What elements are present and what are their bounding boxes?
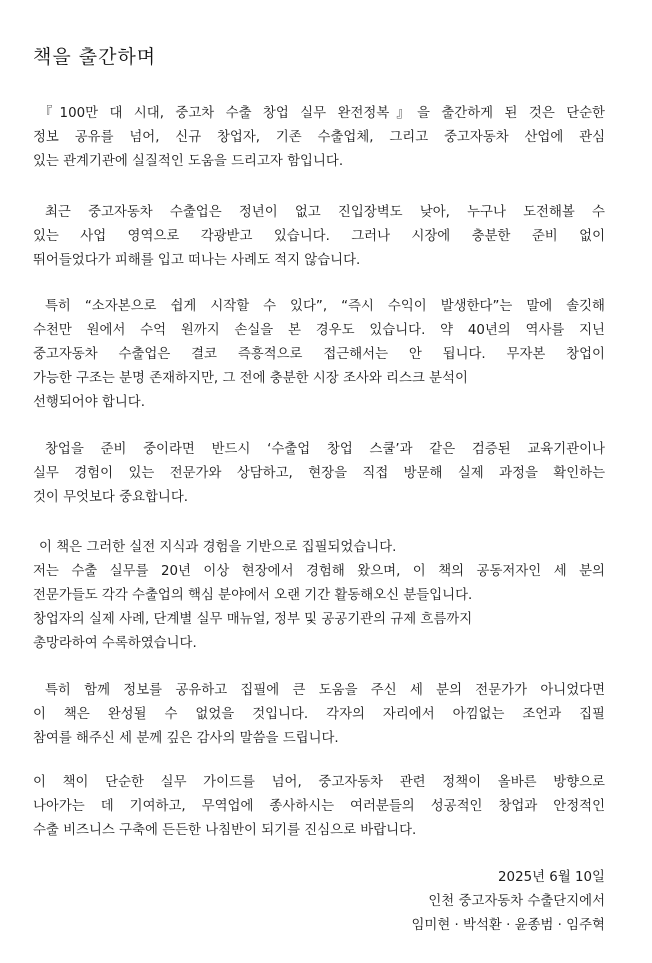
signature-date: 2025년 6월 10일	[498, 870, 605, 885]
paragraph-line: 이 책이 단순한 실무 가이드를 넘어, 중고자동차 관련 정책이 올바른 방향으로	[33, 775, 605, 790]
paragraph-line: 특히 “소자본으로 쉽게 시작할 수 있다”, “즉시 수익이 발생한다”는 말에 솔깃해	[45, 299, 605, 314]
paragraph-line: 중고자동차 수출업은 결코 즉흥적으로 접근해서는 안 됩니다. 무자본 창업이	[33, 347, 605, 362]
paragraph-5	[33, 536, 605, 656]
paragraph-6	[33, 679, 605, 751]
paragraph-2	[33, 201, 605, 273]
signature-location: 인천 중고자동차 수출단지에서	[428, 894, 605, 909]
paragraph-line: 뛰어들었다가 피해를 입고 떠나는 사례도 적지 않습니다.	[33, 253, 361, 268]
paragraph-line: 가능한 구조는 분명 존재하지만, 그 전에 충분한 시장 조사와 리스크 분석이	[33, 371, 468, 386]
paragraph-line: 참여를 해주신 세 분께 깊은 감사의 말씀을 드립니다.	[33, 731, 339, 746]
paragraph-3	[33, 295, 605, 415]
paragraph-line: 『100만 대 시대, 중고차 수출 창업 실무 완전정복』을 출간하게 된 것은 단순한	[39, 106, 605, 121]
paragraph-line: 나아가는 데 기여하고, 무역업에 종사하시는 여러분들의 성공적인 창업과 안정적인	[33, 799, 605, 814]
paragraph-line: 있는 관계기관에 실질적인 도움을 드리고자 함입니다.	[33, 154, 344, 169]
paragraph-7	[33, 771, 605, 843]
paragraph-line: 수출 비즈니스 구축에 든든한 나침반이 되기를 진심으로 바랍니다.	[33, 823, 417, 838]
paragraph-4	[33, 438, 605, 510]
paragraph-line: 이 책은 그러한 실전 지식과 경험을 기반으로 집필되었습니다.	[39, 540, 397, 555]
paragraph-line: 것이 무엇보다 중요합니다.	[33, 490, 189, 505]
signature-authors: 임미현 · 박석환 · 윤종범 · 임주혁	[411, 918, 605, 933]
paragraph-line: 총망라하여 수록하였습니다.	[33, 636, 197, 651]
paragraph-line: 최근 중고자동차 수출업은 정년이 없고 진입장벽도 낮아, 누구나 도전해볼 수	[45, 205, 605, 220]
page-title: 책을 출간하며	[33, 46, 157, 68]
paragraph-line: 특히 함께 정보를 공유하고 집필에 큰 도움을 주신 세 분의 전문가가 아니었다면	[45, 683, 605, 698]
signature-block	[411, 866, 605, 938]
paragraph-line: 이 책은 완성될 수 없었을 것입니다. 각자의 자리에서 아낌없는 조언과 집필	[33, 707, 605, 722]
paragraph-line: 실무 경험이 있는 전문가와 상담하고, 현장을 직접 방문해 실제 과정을 확인하는	[33, 466, 605, 481]
paragraph-line: 창업자의 실제 사례, 단계별 실무 매뉴얼, 정부 및 공공기관의 규제 흐름까지	[33, 612, 473, 627]
paragraph-line: 수천만 원에서 수억 원까지 손실을 본 경우도 있습니다. 약 40년의 역사를 지닌	[33, 323, 605, 338]
paragraph-line: 전문가들도 각각 수출업의 핵심 분야에서 오랜 기간 활동해오신 분들입니다.	[33, 588, 473, 603]
paragraph-line: 창업을 준비 중이라면 반드시 ‘수출업 창업 스쿨’과 같은 검증된 교육기관이나	[45, 442, 605, 457]
paragraph-line: 정보 공유를 넘어, 신규 창업자, 기존 수출업체, 그리고 중고자동차 산업에 관심	[33, 130, 605, 145]
paragraph-line: 선행되어야 합니다.	[33, 395, 145, 410]
paragraph-line: 저는 수출 실무를 20년 이상 현장에서 경험해 왔으며, 이 책의 공동저자인 세 분의	[33, 564, 605, 579]
paragraph-line: 있는 사업 영역으로 각광받고 있습니다. 그러나 시장에 충분한 준비 없이	[33, 229, 605, 244]
paragraph-1	[33, 102, 605, 174]
